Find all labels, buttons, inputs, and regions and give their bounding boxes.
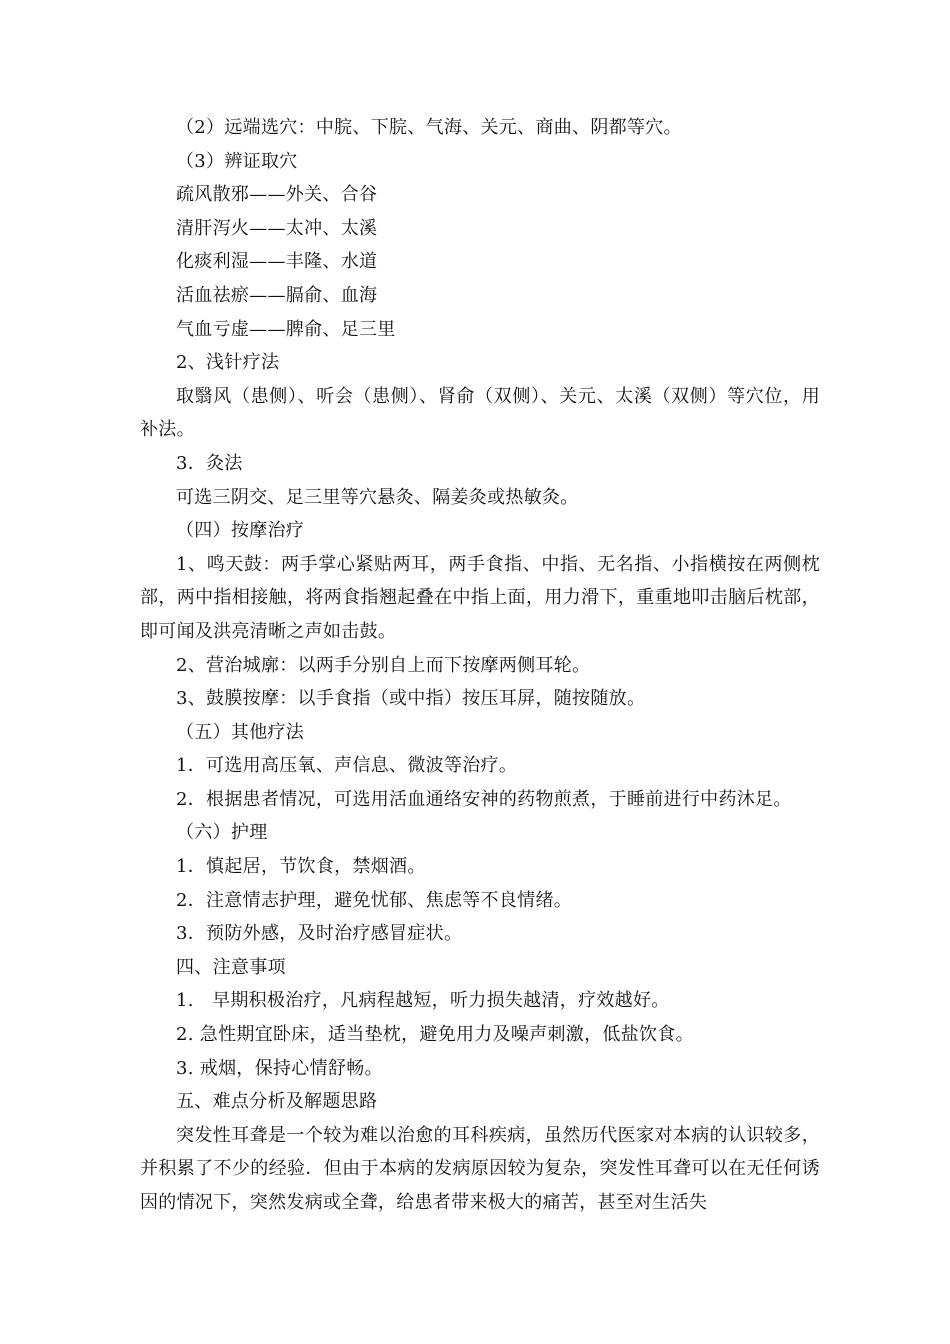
heading-precautions: 四、注意事项 <box>176 956 286 978</box>
text-line-liver-fire: 清肝泻火——太冲、太溪 <box>176 217 378 239</box>
paragraph-difficulty-analysis: 突发性耳聋是一个较为难以治愈的耳科疾病，虽然历代医家对本病的认识较多，并积累了不少的经验．但由于本病的发病原因较为复杂，突发性耳聋可以在无任何诱因的情况下，突然发病或全聋，给患者带来极大的痛苦，甚至对生活失 <box>140 1124 820 1214</box>
text-line-hyperbaric: 1．可选用高压氧、声信息、微波等治疗。 <box>176 755 518 777</box>
text-line-blood-stasis: 活血祛瘀——膈俞、血海 <box>176 284 378 306</box>
text-line-phlegm: 化痰利湿——丰隆、水道 <box>176 251 378 273</box>
text-line-distal-points: （2）远端选穴：中脘、下脘、气海、关元、商曲、阴都等穴。 <box>176 117 682 138</box>
text-line-precaution-2: 2. 急性期宜卧床，适当垫枕，避免用力及噪声刺激，低盐饮食。 <box>176 1024 694 1046</box>
document-body <box>140 111 820 1220</box>
text-line-eardrum-massage: 3、鼓膜按摩：以手食指（或中指）按压耳屏，随按随放。 <box>176 688 646 710</box>
text-line-nursing-1: 1．慎起居，节饮食，禁烟酒。 <box>176 856 426 878</box>
heading-other-therapy: （五）其他疗法 <box>176 721 305 743</box>
text-line-nursing-3: 3．预防外感，及时治疗感冒症状。 <box>176 923 463 945</box>
heading-nursing: （六）护理 <box>176 822 268 844</box>
text-line-qi-blood: 气血亏虚——脾俞、足三里 <box>176 318 396 340</box>
paragraph-ming-tian-gu: 1、鸣天鼓：两手掌心紧贴两耳，两手食指、中指、无名指、小指横按在两侧枕部，两中指相接触，将两食指翘起叠在中指上面，用力滑下，重重地叩击脑后枕部，即可闻及洪亮清晰之声如击鼓。 <box>140 553 820 642</box>
heading-difficulty-analysis: 五、难点分析及解题思路 <box>176 1091 378 1113</box>
paragraph-shallow-needle-points: 取翳风（患侧）、听会（患侧）、肾俞（双侧）、关元、太溪（双侧）等穴位，用补法。 <box>140 385 820 441</box>
text-line-precaution-3: 3. 戒烟，保持心情舒畅。 <box>176 1057 383 1079</box>
heading-shallow-needle: 2、浅针疗法 <box>176 352 280 374</box>
text-line-ear-massage: 2、营治城廓：以两手分别自上而下按摩两侧耳轮。 <box>176 654 591 676</box>
heading-massage: （四）按摩治疗 <box>176 520 305 542</box>
text-line-precaution-1: 1. 早期积极治疗，凡病程越短，听力损失越清，疗效越好。 <box>176 990 670 1012</box>
text-line-nursing-2: 2．注意情志护理，避免忧郁、焦虑等不良情绪。 <box>176 889 573 911</box>
heading-syndrome-points: （3）辨证取穴 <box>176 150 298 172</box>
heading-moxibustion: 3．灸法 <box>176 452 243 474</box>
text-line-moxibustion: 可选三阴交、足三里等穴悬灸、隔姜灸或热敏灸。 <box>176 486 579 508</box>
text-line-wind: 疏风散邪——外关、合谷 <box>176 184 378 206</box>
text-line-foot-bath: 2．根据患者情况，可选用活血通络安神的药物煎煮，于睡前进行中药沐足。 <box>176 788 792 810</box>
